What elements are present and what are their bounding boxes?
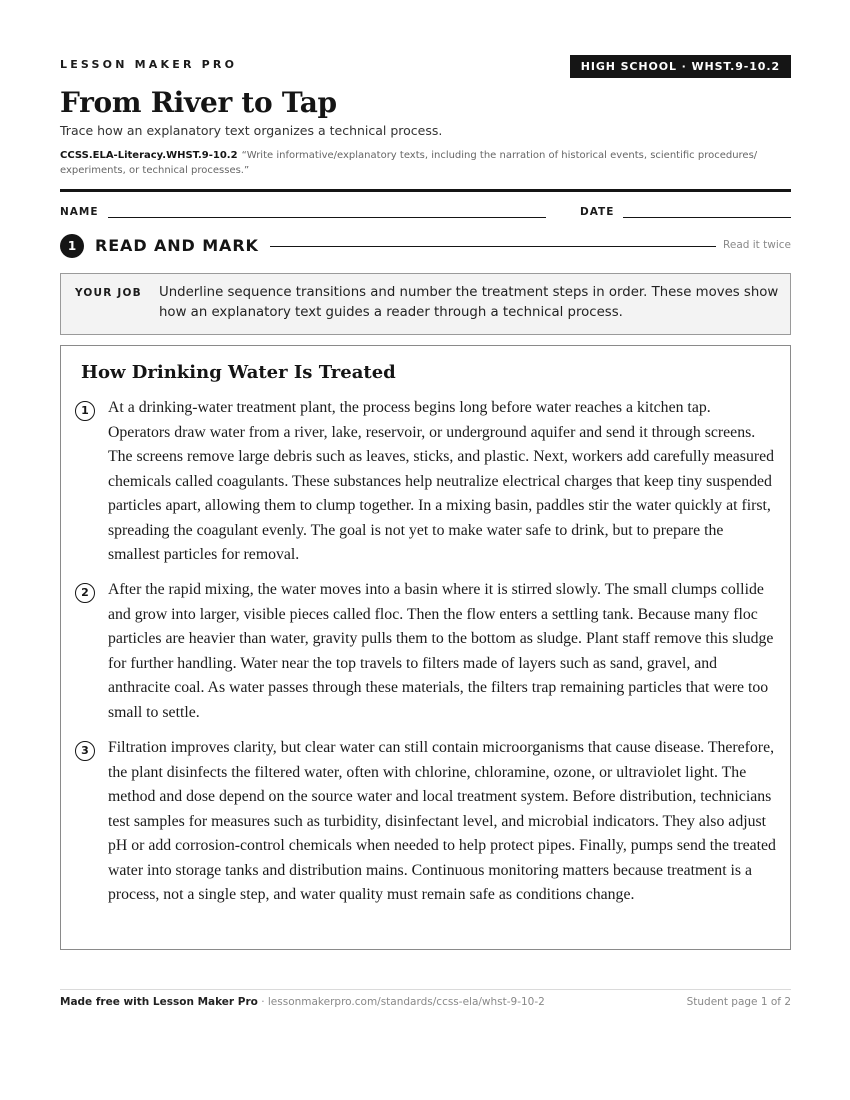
level-badge: HIGH SCHOOL · WHST.9-10.2 xyxy=(570,55,791,78)
paragraph-text: After the rapid mixing, the water moves into a basin where it is stirred slowly. The small clumps collide and grow into larger, visible pieces called floc. Then the flow enters a settling tank. Because many floc particles are heavier than water, gravity pulls them to the bottom as sludge. Plant staff remove this sludge for further handling. Water near the top travels to filters made of layers such as sand, gravel, and anthracite coal. As water passes through these materials, the filters trap remaining particles that were too small to settle. xyxy=(108,581,774,721)
section-header xyxy=(60,234,791,258)
section-divider xyxy=(270,246,716,247)
name-field[interactable] xyxy=(108,217,546,218)
top-bar xyxy=(60,56,791,78)
reading-passage xyxy=(60,345,791,950)
worksheet-subtitle: Trace how an explanatory text organizes a technical process. xyxy=(60,123,443,138)
date-label: DATE xyxy=(580,206,615,218)
section-note: Read it twice xyxy=(723,239,791,251)
paragraph-number: 1 xyxy=(75,401,95,421)
worksheet-title: From River to Tap xyxy=(60,86,337,119)
instruction-label: YOUR JOB xyxy=(75,287,142,299)
header-divider xyxy=(60,189,791,192)
footer-divider xyxy=(60,989,791,990)
page-number: Student page 1 of 2 xyxy=(686,996,791,1008)
student-fields xyxy=(60,206,791,220)
standard-code: CCSS.ELA-Literacy.WHST.9-10.2 xyxy=(60,150,238,161)
paragraph-text: At a drinking-water treatment plant, the process begins long before water reaches a kitchen tap. Operators draw water from a river, lake, reservoir, or underground aquifer and send it through screens. The screens remove large debris such as leaves, sticks, and plastic. Next, workers add carefully measured chemicals called coagulants. These substances help neutralize electrical charges that keep tiny suspended particles apart, allowing them to clump together. In a mixing basin, paddles stir the water quickly at first, spreading the coagulant evenly. The goal is not yet to make water safe to drink, but to prepare the smallest particles for removal. xyxy=(108,399,775,563)
standard-text: “Write informative/explanatory texts, including the narration of historical events, scientific procedures/ experiments, or technical processes.” xyxy=(60,150,758,176)
paragraph-number: 3 xyxy=(75,741,95,761)
section-number: 1 xyxy=(60,234,84,258)
paragraph-number: 2 xyxy=(75,583,95,603)
paragraph-text: Filtration improves clarity, but clear water can still contain microorganisms that cause disease. Therefore, the plant disinfects the filtered water, often with chlorine, chloramine, ozone, or ultraviolet light. The method and dose depend on the source water and local treatment system. Before distribution, technicians test samples for measures such as turbidity, disinfectant level, and microbial indicators. They also adjust pH or add corrosion-control chemicals when needed to help protect pipes. Finally, pumps send the treated water into storage tanks and distribution mains. Continuous monitoring matters because treatment is a process, not a single step, and water quality must remain safe as conditions change. xyxy=(108,739,776,903)
footer-url[interactable]: lessonmakerpro.com/standards/ccss-ela/whst-9-10-2 xyxy=(267,996,545,1008)
instruction-box xyxy=(60,273,791,335)
footer-made-with: Made free with Lesson Maker Pro xyxy=(60,996,258,1008)
instruction-text: Underline sequence transitions and number the treatment steps in order. These moves show how an explanatory text guides a reader through a technical process. xyxy=(159,285,779,320)
brand-name: LESSON MAKER PRO xyxy=(60,58,238,71)
worksheet-page xyxy=(60,0,791,1100)
standard-statement xyxy=(60,148,791,178)
footer-credit xyxy=(60,996,545,1008)
footer-separator: · xyxy=(257,996,268,1008)
passage-title: How Drinking Water Is Treated xyxy=(81,362,396,383)
section-title: READ AND MARK xyxy=(95,236,259,255)
date-field[interactable] xyxy=(623,217,791,218)
name-label: NAME xyxy=(60,206,99,218)
